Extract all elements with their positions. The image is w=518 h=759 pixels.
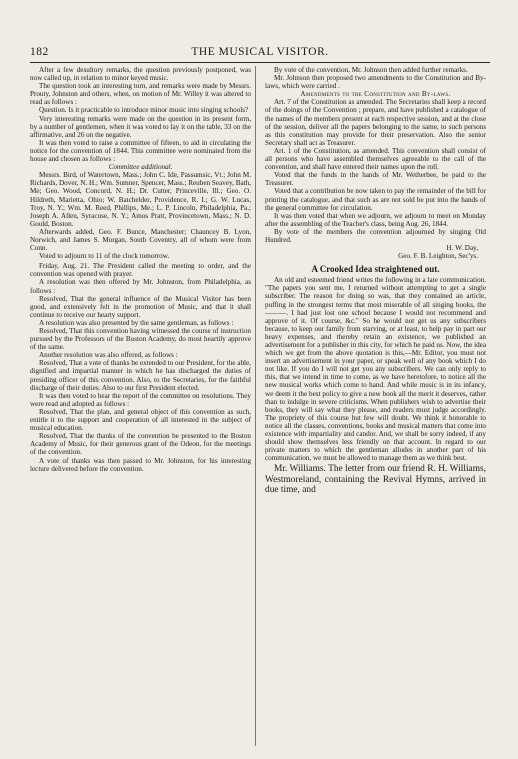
resolution: Resolved, That a vote of thanks be extended to our President, for the able, dignified and impartial manner in which he has discharged the duties of presiding officer of this convention. Also, to the Secretaries, for the faithful discharge of their duties. Also to our first President elected. [30,359,251,392]
paragraph: Voted that the funds in the hands of Mr. Wetherbee, be paid to the Treasurer. [265,171,486,188]
paragraph: Afterwards added, Geo. F. Bunce, Manchester; Chauncey B. Lyon, Norwich, and James S. Morgan, South Coventry, all of whom were from Conn. [30,227,251,253]
closing-paragraph: Mr. Williams. The letter from our friend R. H. Williams, Westmoreland, containing the Revival Hymns, arrived in due time, and [265,464,486,495]
paragraph: A resolution was also presented by the same gentleman, as follows : [39,318,234,327]
header-rule [30,62,490,63]
signature-day: H. W. Day, [446,244,478,253]
amendment: Art. 7 of the Constitution as amended. The Secretaries shall keep a record of the doings of the Convention ; prepare, and have published a catalogue of the names of the members present at each respective session, and at the close of the session, deliver all the papers belonging to the same, to such persons as this constitution may provide for their preservation. Also the senior Secretary shall act as Treasurer. [265,98,486,147]
resolution: Resolved, That this convention having witnessed the course of instruction pursued by the Professors of the Boston Academy, do most heartily approve of the same. [30,327,251,352]
paragraph: It was then voted to hear the report of the committee on resolutions. They were read and adopted as follows : [30,391,251,408]
signature-leighton: Geo. F. B. Leighton, Sec'ys. [398,252,478,261]
paragraph: It was then voted to raise a committee of fifteen, to aid in circulating the notice for the convention of 1844. This committee were nominated from the house and chosen as follows : [30,138,251,164]
paragraph: The question took an interesting turn, and remarks were made by Messrs. Prouty, Johnston and others, when, on motion of Mr. Willey it was altered to read as follows : [30,82,251,107]
paragraph: By vote of the members the convention adjourned by singing Old Hundred. [265,227,486,244]
paragraph: A resolution was then offered by Mr. Johnston, from Philadelphia, as follows : [30,278,251,295]
committee-list: Messrs. Bird, of Watertown, Mass.; John C. Ide, Passumsic, Vt.; John M. Richards, Dover, N. H.; Wm. Sumner, Spencer, Mass.; Reuben Seavey, Bath, Me; Geo. Wood, Concord, N. H.; Dr. Cutter, Princeville, Ill.; Geo. O. Hildreth, Marietta, Ohio; W. Batchelder, Providence, R. I.; G. W. Lucas, Troy, N. Y.; Wm. M. Reed, Phillips, Me.; L. P. Lincoln, Philadelphia, Pa.; Joseph A. Allen, Syracuse, N. Y.; Amos Pratt, Provincetown, Mass.; N. D. Gould, Boston. [30,171,251,228]
resolution: Resolved, That the general influence of the Musical Visitor has been good, and extensively felt in the promotion of Music, and that it shall continue to receive our hearty support. [30,294,251,319]
right-column [265,66,486,746]
paragraph: Question. Is it practicable to introduce minor music into singing schools? [39,106,249,115]
paragraph: Voted to adjourn to 11 of the clock tomorrow. [39,252,170,261]
paragraph: Friday, Aug. 21. The President called the meeting to order, and the convention was opened with prayer. [30,262,251,279]
section-subheading: Committee additional. [108,163,173,172]
paragraph: Another resolution was also offered, as follows : [39,351,178,360]
column-divider [255,66,256,746]
left-column [30,66,251,746]
paragraph: It was then voted that when we adjourn, we adjourn to meet on Monday after the assembling of the Teacher's class, being Aug. 26, 1844. [265,211,486,228]
paragraph: Mr. Johnson then proposed two amendments to the Constitution and By-laws, which were carried . [265,74,486,91]
journal-title: THE MUSICAL VISITOR. [191,46,329,58]
article-title: A Crooked Idea straightened out. [311,264,440,275]
paragraph: By vote of the convention, Mr. Johnson then added further remarks. [274,66,468,74]
page-number: 182 [30,46,49,58]
amendments-heading: Amendments to the Constitution and By-laws. [300,90,451,99]
paragraph: Voted that a contribution be now taken to pay the remainder of the bill for printing the catalogue, and that such as are not sold be put into the hands of the general committee for circulation. [265,187,486,212]
resolution: Resolved, That the thanks of the convention be presented to the Boston Academy of Music, for their generous grant of the Odeon, for the meetings of the convention. [30,432,251,457]
paragraph: Very interesting remarks were made on the question in its present form, by a number of gentlemen, when it was voted to lay it on the table, 33 on the affirmative, and 26 on the negative. [30,114,251,139]
resolution: Resolved, That the plan, and general object of this convention as such, entitle it to the support and cooperation of all interested in the subject of musical education. [30,407,251,433]
paragraph: A vote of thanks was then passed to Mr. Johnston, for his interesting lecture delivered before the convention. [30,456,251,473]
page-header [30,46,490,60]
paragraph: After a few desultory remarks, the question previously postponed, was now called up, in relation to minor keyed music. [30,66,251,83]
amendment: Art. 1 of the Constitution, as amended. This convention shall consist of all persons who have assembled themselves agreeable to the call of the convention, and shall have entered their names upon the roll. [265,146,486,172]
article-body: An old and esteemed friend writes the following in a late communication. "The papers you sent me, I returned without attempting to get a single subscriber. The reason for doing so was, that they contained an article, puffing in the strongest terms that most miserable of all singing books, the ———. I had just lost one school because I would not recommend and approve of it. Of course, &c." So he would not get us any subscribers because, to keep our family from starving, or at least, to help pay in part our heavy expenses, and thereby retain an existence, we published an advertisement for a publisher in this city, for which he paid us. Now, the idea which we get from the above quotation is this,—Mr. Editor, you must not insert an advertisement in your paper, or speak well of any book which I do not like. If you do I will not get you any subscribers. We can only reply to this, that we intend in time to come, as we have heretofore, to notice all the new musical works which come to hand. And while music is in its infancy, we deem it the best policy to give a new book all the merit it deserves, rather than to indulge in severe criticisms. When publishers wish to advertise their books, they will say what they please, and readers must judge accordingly. The propriety of this course but few will doubt. We think it honorable to notice all the classes, conventions, books and musical matters that come into existence with impartiality and candor. And, we shall be sorry indeed, if any should show themselves less friendly on that account. In regard to our private matters to which the gentleman alludes in another part of his communication, we must be allowed to manage them as we think best. [265,276,486,463]
